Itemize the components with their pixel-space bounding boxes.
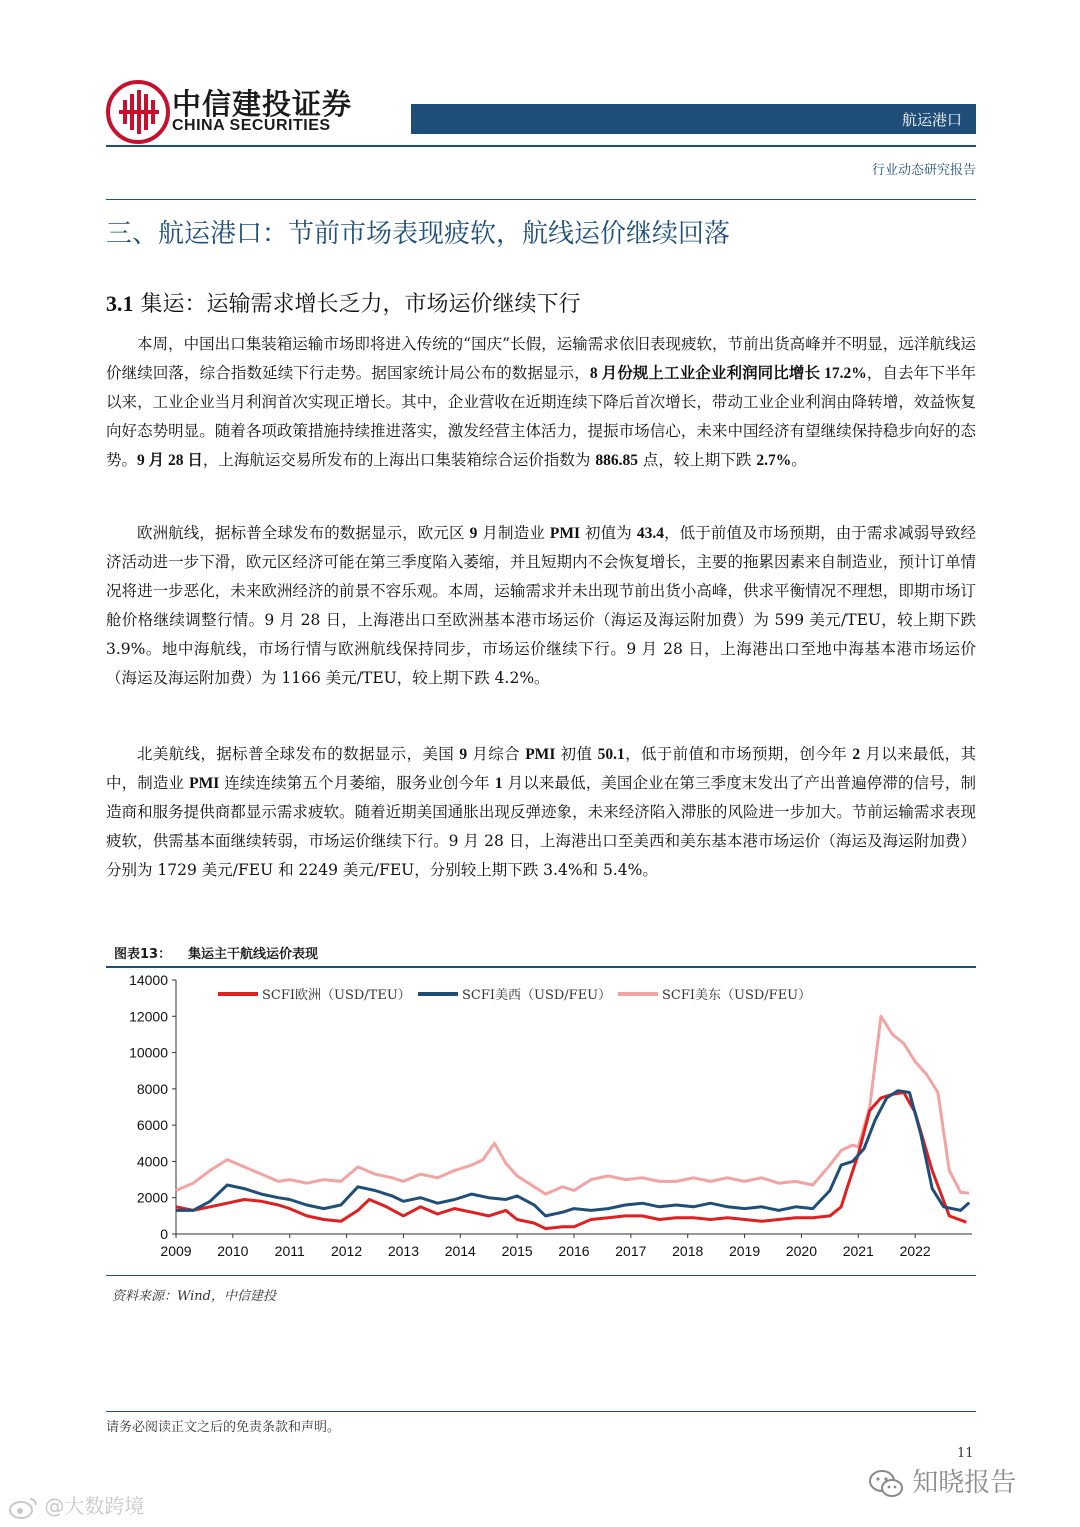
bold-figure: 886.85: [595, 452, 638, 469]
brand-name-cn: 中信建投证券: [172, 87, 353, 121]
report-type: 行业动态研究报告: [871, 163, 976, 178]
text-run: 。: [791, 451, 807, 469]
figure-rule-bottom: [106, 1275, 976, 1276]
text-run: ，自去年下半年以来，工业企业当月利润首次实现正增长。其中，企业营收在近期连续下降后首次增长，带动工业企业利润由降转增，效益恢复向好态势明显。随着各项政策措施持续推进落实，激发经营主体活力，提振市场信心，未来中国经济有望继续保持稳步向好的态势。: [106, 364, 976, 469]
x-tick-label: 2017: [615, 1243, 647, 1259]
series-line-1: [176, 1091, 969, 1216]
bold-figure: 1: [494, 775, 503, 792]
disclaimer: 请务必阅读正文之后的免责条款和声明。: [106, 1420, 341, 1435]
x-tick-label: 2022: [899, 1243, 931, 1259]
y-tick-label: 2000: [136, 1189, 168, 1206]
x-tick-label: 2021: [842, 1243, 874, 1259]
text-run: 月以来最低，其中，制造业: [106, 745, 976, 792]
paragraph-europe-route: [106, 519, 976, 693]
text-run: 月综合: [467, 745, 526, 763]
text-run: ，上海航运交易所发布的上海出口集装箱综合运价指数为: [202, 451, 596, 469]
legend-label-2: SCFI美东（USD/FEU）: [662, 988, 812, 1003]
china-securities-logo: [106, 80, 170, 144]
text-run: 欧洲航线，据标普全球发布的数据显示，欧元区: [137, 524, 470, 542]
figure-source: 资料来源：Wind，中信建投: [112, 1289, 276, 1304]
bold-figure: 2.7%: [756, 452, 792, 469]
figure-label: 图表13：: [114, 947, 172, 962]
main-title: 三、航运港口：节前市场表现疲软，航线运价继续回落: [106, 219, 731, 249]
text-run: ，低于前值及市场预期，由于需求减弱导致经济活动进一步下滑，欧元区经济可能在第三季度陷入萎缩，并且短期内不会恢复增长，主要的拖累因素来自制造业，预计订单情况将进一步恶化，未来欧洲经济的前景不容乐观。本周，运输需求并未出现节前出货小高峰，供求平衡情况不理想，即期市场订舱价格继续调整行情。9 月 28 日，上海港出口至欧洲基本港市场运价（海运及海运附加费）为 599 美元/TEU，较上期下跌 3.9%。地中海航线，市场行情与欧洲航线保持同步，市场运价继续下行。9 月 28 日，上海港出口至地中海基本港市场运价（海运及海运附加费）为 1166 美元/TEU，较上期下跌 4.2%。: [106, 524, 976, 687]
header-rule: [106, 145, 976, 147]
bold-figure: 9 月 28 日: [137, 452, 203, 469]
watermark-left: @大数跨境: [8, 1490, 144, 1519]
watermark-right: 知晓报告: [868, 1462, 1016, 1499]
freight-rate-chart: [106, 968, 976, 1273]
paragraph-market-overview: [106, 330, 976, 475]
bold-figure: 50.1: [597, 746, 625, 763]
bold-figure: PMI: [189, 775, 220, 792]
text-run: 北美航线，据标普全球发布的数据显示，美国: [137, 745, 460, 763]
x-tick-label: 2019: [728, 1243, 761, 1259]
x-tick-label: 2018: [672, 1243, 704, 1259]
legend-label-1: SCFI美西（USD/FEU）: [462, 988, 612, 1003]
x-tick-label: 2012: [330, 1243, 363, 1259]
y-tick-label: 10000: [129, 1044, 168, 1061]
text-run: 本周，中国出口集装箱运输市场即将进入传统的“国庆”长假，运输需求依旧表现疲软，节前出货高峰并不明显，远洋航线运价继续回落，综合指数延续下行走势。据国家统计局公布的数据显示，: [106, 335, 976, 382]
bold-figure: 9: [459, 746, 468, 763]
bold-figure: 8 月份规上工业企业利润同比增长 17.2%: [589, 365, 867, 382]
wechat-icon: [868, 1469, 904, 1499]
text-run: 初值为: [580, 524, 637, 542]
sub-title-text: 集运：运输需求增长乏力，市场运价继续下行: [140, 292, 581, 317]
text-run: 月以来最低，美国企业在第三季度末发出了产出普遍停滞的信号，制造商和服务提供商都显示需求疲软。随着近期美国通胀出现反弹迹象，未来经济陷入滞胀的风险进一步加大。节前运输需求表现疲软，供需基本面继续转弱，市场运价继续下行。9 月 28 日，上海港出口至美西和美东基本港市场运价（海运及海运附加费）分别为 1729 美元/FEU 和 2249 美元/FEU，分别较上期下跌 3.4%和 5.4%。: [106, 774, 976, 879]
y-tick-label: 14000: [129, 972, 168, 988]
x-tick-label: 2009: [160, 1243, 192, 1259]
x-tick-label: 2015: [501, 1243, 533, 1259]
brand-name-en: CHINA SECURITIES: [172, 117, 331, 134]
y-tick-label: 8000: [136, 1080, 168, 1097]
text-run: 月制造业: [477, 524, 550, 542]
bold-figure: 43.4: [636, 525, 664, 542]
x-tick-label: 2010: [217, 1243, 249, 1259]
y-tick-label: 6000: [136, 1117, 168, 1134]
y-tick-label: 4000: [136, 1153, 168, 1170]
bold-figure: PMI: [525, 746, 556, 763]
bold-figure: 2: [852, 746, 861, 763]
x-tick-label: 2013: [387, 1243, 420, 1259]
figure-title: 集运主干航线运价表现: [188, 947, 319, 962]
paragraph-north-america-route: [106, 740, 976, 885]
footer-rule: [106, 1411, 976, 1412]
header-rule-thin: [106, 199, 976, 200]
sub-title-number: 3.1: [106, 291, 134, 316]
text-run: 连续连续第五个月萎缩，服务业创今年: [219, 774, 495, 792]
series-line-2: [176, 1016, 969, 1194]
y-tick-label: 12000: [129, 1008, 168, 1025]
section-label: 航运港口: [901, 111, 962, 129]
text-run: 初值: [555, 745, 598, 763]
text-run: 点，较上期下跌: [637, 451, 757, 469]
weibo-icon: [8, 1497, 38, 1519]
x-tick-label: 2011: [274, 1243, 305, 1259]
bold-figure: PMI: [549, 525, 580, 542]
x-tick-label: 2014: [444, 1243, 476, 1259]
section-bar: [411, 104, 976, 134]
sub-title: [106, 287, 581, 318]
page-number: 11: [957, 1446, 974, 1461]
y-tick-label: 0: [160, 1226, 168, 1242]
legend-label-0: SCFI欧洲（USD/TEU）: [262, 988, 411, 1003]
bold-figure: 9: [469, 525, 478, 542]
text-run: ，低于前值和市场预期，创今年: [624, 745, 853, 763]
x-tick-label: 2016: [558, 1243, 590, 1259]
x-tick-label: 2020: [785, 1243, 818, 1259]
